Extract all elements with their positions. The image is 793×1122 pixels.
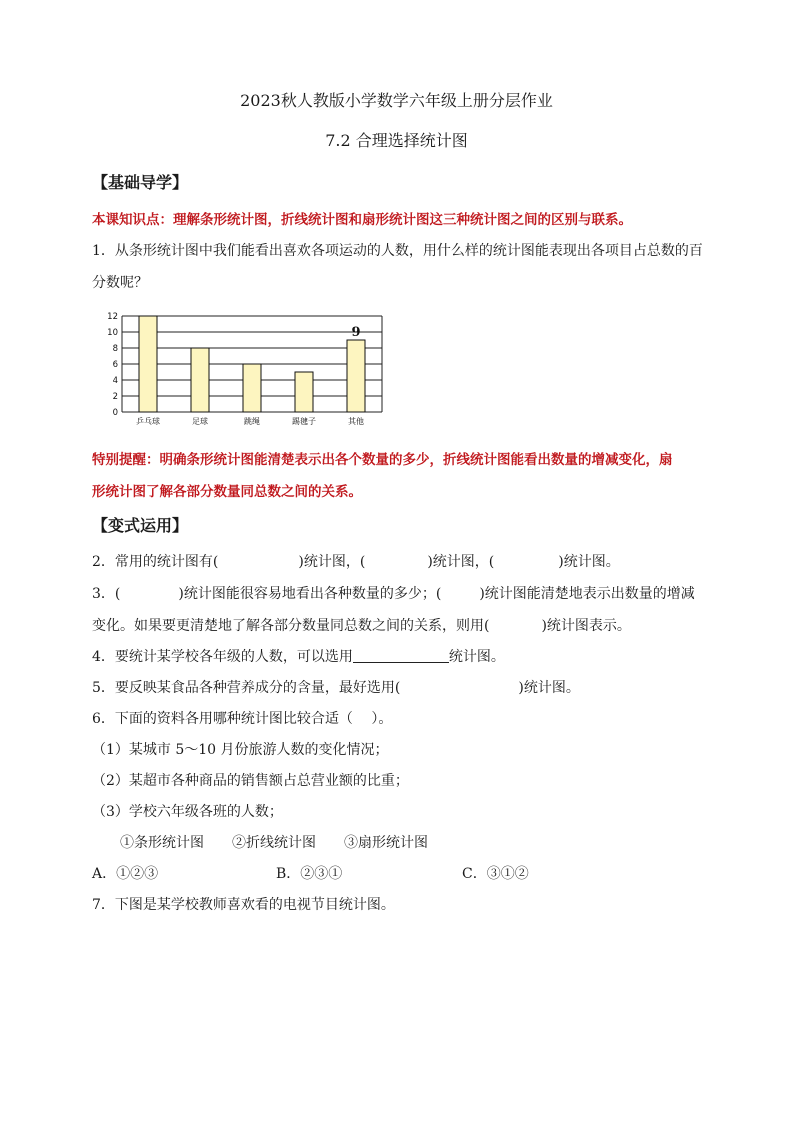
x-tick-label: 跳绳 bbox=[244, 417, 260, 426]
data-label: 9 bbox=[351, 325, 361, 340]
question-5 bbox=[92, 677, 580, 697]
tip-line-2: 形统计图了解各部分数量同总数之间的关系。 bbox=[92, 484, 362, 500]
question-2-part-d: )统计图。 bbox=[558, 554, 620, 570]
x-tick-label: 乒乓球 bbox=[136, 417, 160, 426]
question-3-line-2 bbox=[92, 615, 631, 635]
question-4-part-b: 统计图。 bbox=[448, 649, 505, 665]
question-3-part-a: 3．( bbox=[92, 586, 121, 602]
document-subtitle: 7.2 合理选择统计图 bbox=[325, 131, 468, 150]
bar bbox=[295, 372, 313, 412]
question-4 bbox=[92, 646, 505, 666]
bar bbox=[139, 316, 157, 412]
y-tick-label: 0 bbox=[112, 408, 118, 418]
bar bbox=[191, 348, 209, 412]
bar bbox=[243, 364, 261, 412]
chart-type-option: ①条形统计图 bbox=[120, 835, 204, 851]
answer-underline[interactable] bbox=[353, 648, 449, 663]
y-tick-label: 6 bbox=[112, 360, 118, 370]
question-5-part-a: 5．要反映某食品各种营养成分的含量，最好选用( bbox=[92, 680, 401, 696]
bar bbox=[347, 340, 365, 412]
question-1-line-1: 1．从条形统计图中我们能看出喜欢各项运动的人数，用什么样的统计图能表现出各项目占总数的百 bbox=[92, 243, 703, 259]
question-4-part-a: 4．要统计某学校各年级的人数，可以选用 bbox=[92, 649, 353, 665]
question-6-stem: 6．下面的资料各用哪种统计图比较合适（ ）。 bbox=[92, 711, 393, 727]
sports-bar-chart bbox=[100, 308, 400, 430]
chart-type-option: ②折线统计图 bbox=[232, 835, 316, 851]
x-tick-label: 足球 bbox=[192, 417, 208, 426]
question-2-part-b: )统计图，( bbox=[298, 554, 366, 570]
y-tick-label: 12 bbox=[107, 312, 118, 322]
question-2-part-c: )统计图，( bbox=[427, 554, 495, 570]
x-tick-label: 其他 bbox=[348, 417, 364, 426]
tip-line-1: 特别提醒：明确条形统计图能清楚表示出各个数量的多少，折线统计图能看出数量的增减变化，扇 bbox=[92, 452, 673, 468]
question-2-part-a: 2．常用的统计图有( bbox=[92, 554, 219, 570]
question-6-item: （2）某超市各种商品的销售额占总营业额的比重； bbox=[92, 773, 409, 789]
question-3-part-c: )统计图能清楚地表示出数量的增减 bbox=[479, 586, 695, 602]
choice-a[interactable]: A．①②③ bbox=[92, 866, 159, 882]
question-2 bbox=[92, 551, 620, 571]
question-3-line-1 bbox=[92, 583, 695, 603]
question-3-part-e: )统计图表示。 bbox=[541, 618, 631, 634]
question-6-item: （1）某城市 5～10 月份旅游人数的变化情况； bbox=[92, 742, 389, 758]
y-tick-label: 10 bbox=[107, 328, 118, 338]
y-tick-label: 2 bbox=[112, 392, 118, 402]
document-title: 2023秋人教版小学数学六年级上册分层作业 bbox=[240, 91, 553, 110]
question-7-stem: 7．下图是某学校教师喜欢看的电视节目统计图。 bbox=[92, 897, 395, 913]
y-tick-label: 8 bbox=[112, 344, 118, 354]
chart-type-option: ③扇形统计图 bbox=[344, 835, 428, 851]
x-tick-label: 踢毽子 bbox=[292, 417, 316, 426]
question-3-part-b: )统计图能很容易地看出各种数量的多少；( bbox=[178, 586, 442, 602]
chart-type-list bbox=[120, 832, 428, 852]
question-6-options bbox=[92, 863, 529, 883]
section-basic-heading: 【基础导学】 bbox=[92, 173, 189, 192]
question-6-item: （3）学校六年级各班的人数； bbox=[92, 804, 283, 820]
choice-c[interactable]: C．③①② bbox=[462, 866, 529, 882]
knowledge-point: 本课知识点：理解条形统计图，折线统计图和扇形统计图这三种统计图之间的区别与联系。 bbox=[92, 212, 632, 228]
choice-b[interactable]: B．②③① bbox=[276, 866, 343, 882]
question-3-part-d: 变化。如果要更清楚地了解各部分数量同总数之间的关系，则用( bbox=[92, 618, 490, 634]
question-1-line-2: 分数呢？ bbox=[92, 275, 148, 291]
y-tick-label: 4 bbox=[112, 376, 118, 386]
question-5-part-b: )统计图。 bbox=[518, 680, 580, 696]
section-practice-heading: 【变式运用】 bbox=[92, 516, 189, 535]
